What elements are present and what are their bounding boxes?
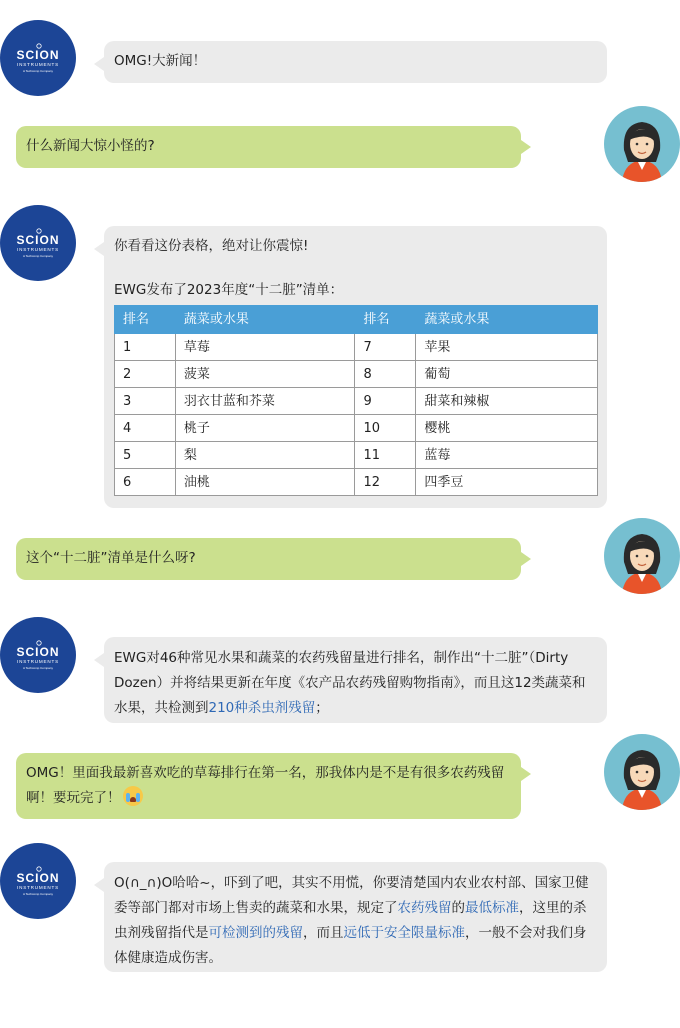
- table-cell: 1: [115, 334, 176, 361]
- scion-logo-icon: [0, 843, 76, 919]
- table-cell: 9: [355, 388, 416, 415]
- scion-avatar: [0, 20, 76, 96]
- brand-name: SCION: [16, 871, 60, 885]
- dirty-dozen-table: [114, 305, 598, 496]
- table-cell: 6: [115, 469, 176, 496]
- girl-avatar-icon: [604, 518, 680, 594]
- table-cell: 菠菜: [175, 361, 355, 388]
- brand-tag: A Techcomp Company: [23, 69, 53, 73]
- brand-tag: A Techcomp Company: [23, 892, 53, 896]
- table-cell: 油桃: [175, 469, 355, 496]
- message-bubble-1: [104, 41, 607, 83]
- table-cell: 桃子: [175, 415, 355, 442]
- table-header-row: [115, 306, 598, 334]
- table-row: [115, 334, 598, 361]
- message-text: ，这里的杀虫剂残留指代是: [114, 900, 587, 941]
- message-text: ；: [315, 700, 329, 716]
- table-row: [115, 361, 598, 388]
- message-text: ，一般不会对我们身体健康造成伤害。: [114, 925, 587, 966]
- table-cell: 草莓: [175, 334, 355, 361]
- message-bubble-2: [16, 126, 521, 168]
- column-header: 蔬菜或水果: [175, 306, 355, 334]
- girl-avatar: [604, 518, 680, 594]
- table-cell: 12: [355, 469, 416, 496]
- column-header: 蔬菜或水果: [416, 306, 598, 334]
- brand-name: SCION: [16, 233, 60, 247]
- brand-tag: A Techcomp Company: [23, 666, 53, 670]
- message-text: EWG对46种常见水果和蔬菜的农药残留量进行排名，制作出“十二脏”（Dirty Dozen）并将结果更新在年度《农产品农药残留购物指南》，而且这12类蔬菜和水果，共检测到: [114, 650, 586, 716]
- brand-tag: A Techcomp Company: [23, 254, 53, 258]
- scion-logo-icon: [0, 617, 76, 693]
- girl-avatar-icon: [604, 734, 680, 810]
- message-bubble-3: [104, 226, 607, 508]
- highlight-text: 可检测到的残留: [208, 925, 303, 941]
- table-cell: 8: [355, 361, 416, 388]
- table-row: [115, 469, 598, 496]
- scion-avatar: [0, 617, 76, 693]
- table-cell: 四季豆: [416, 469, 598, 496]
- brand-name: SCION: [16, 645, 60, 659]
- message-text: ，而且: [303, 925, 344, 941]
- table-cell: 樱桃: [416, 415, 598, 442]
- girl-avatar: [604, 106, 680, 182]
- message-text: OMG！里面我最新喜欢吃的草莓排行在第一名，那我体内是不是有很多农药残留啊！要玩完了！: [26, 765, 505, 806]
- brand-sub: INSTRUMENTS: [17, 659, 59, 664]
- brand-sub: INSTRUMENTS: [17, 885, 59, 890]
- brand-sub: INSTRUMENTS: [17, 62, 59, 67]
- message-bubble-6: [16, 753, 521, 819]
- table-cell: 11: [355, 442, 416, 469]
- table-cell: 3: [115, 388, 176, 415]
- table-cell: 7: [355, 334, 416, 361]
- message-text: O(∩_∩)O哈哈~，吓到了吧，其实不用慌，你要清楚国内农业农村部、国家卫健委等部门都对市场上售卖的蔬菜和水果，规定了: [114, 875, 589, 916]
- table-cell: 4: [115, 415, 176, 442]
- scion-avatar: [0, 843, 76, 919]
- table-row: [115, 415, 598, 442]
- message-text: 什么新闻大惊小怪的?: [26, 138, 155, 154]
- highlight-text: 农药残留: [397, 900, 452, 916]
- highlight-text: 210种杀虫剂残留: [208, 700, 316, 716]
- message-bubble-4: [16, 538, 521, 580]
- table-cell: 2: [115, 361, 176, 388]
- table-cell: 蓝莓: [416, 442, 598, 469]
- table-cell: 苹果: [416, 334, 598, 361]
- scion-avatar: [0, 205, 76, 281]
- message-text: 你看看这份表格，绝对让你震惊!: [114, 238, 309, 254]
- table-cell: 梨: [175, 442, 355, 469]
- girl-avatar-icon: [604, 106, 680, 182]
- message-bubble-5: [104, 637, 607, 723]
- brand-name: SCION: [16, 48, 60, 62]
- table-row: [115, 388, 598, 415]
- scion-logo-icon: [0, 20, 76, 96]
- brand-sub: INSTRUMENTS: [17, 247, 59, 252]
- table-cell: 甜菜和辣椒: [416, 388, 598, 415]
- column-header: 排名: [115, 306, 176, 334]
- column-header: 排名: [355, 306, 416, 334]
- girl-avatar: [604, 734, 680, 810]
- table-cell: 葡萄: [416, 361, 598, 388]
- table-cell: 10: [355, 415, 416, 442]
- message-text: EWG发布了2023年度“十二脏”清单：: [114, 282, 344, 298]
- message-bubble-7: [104, 862, 607, 972]
- scion-logo-icon: [0, 205, 76, 281]
- crying-emoji-icon: [123, 786, 143, 806]
- table-cell: 羽衣甘蓝和芥菜: [175, 388, 355, 415]
- message-text: OMG!大新闻！: [114, 53, 207, 69]
- highlight-text: 最低标准: [465, 900, 519, 916]
- highlight-text: 远低于安全限量标准: [343, 925, 465, 941]
- message-text: 的: [451, 900, 465, 916]
- table-cell: 5: [115, 442, 176, 469]
- table-row: [115, 442, 598, 469]
- message-text: 这个“十二脏”清单是什么呀?: [26, 550, 196, 566]
